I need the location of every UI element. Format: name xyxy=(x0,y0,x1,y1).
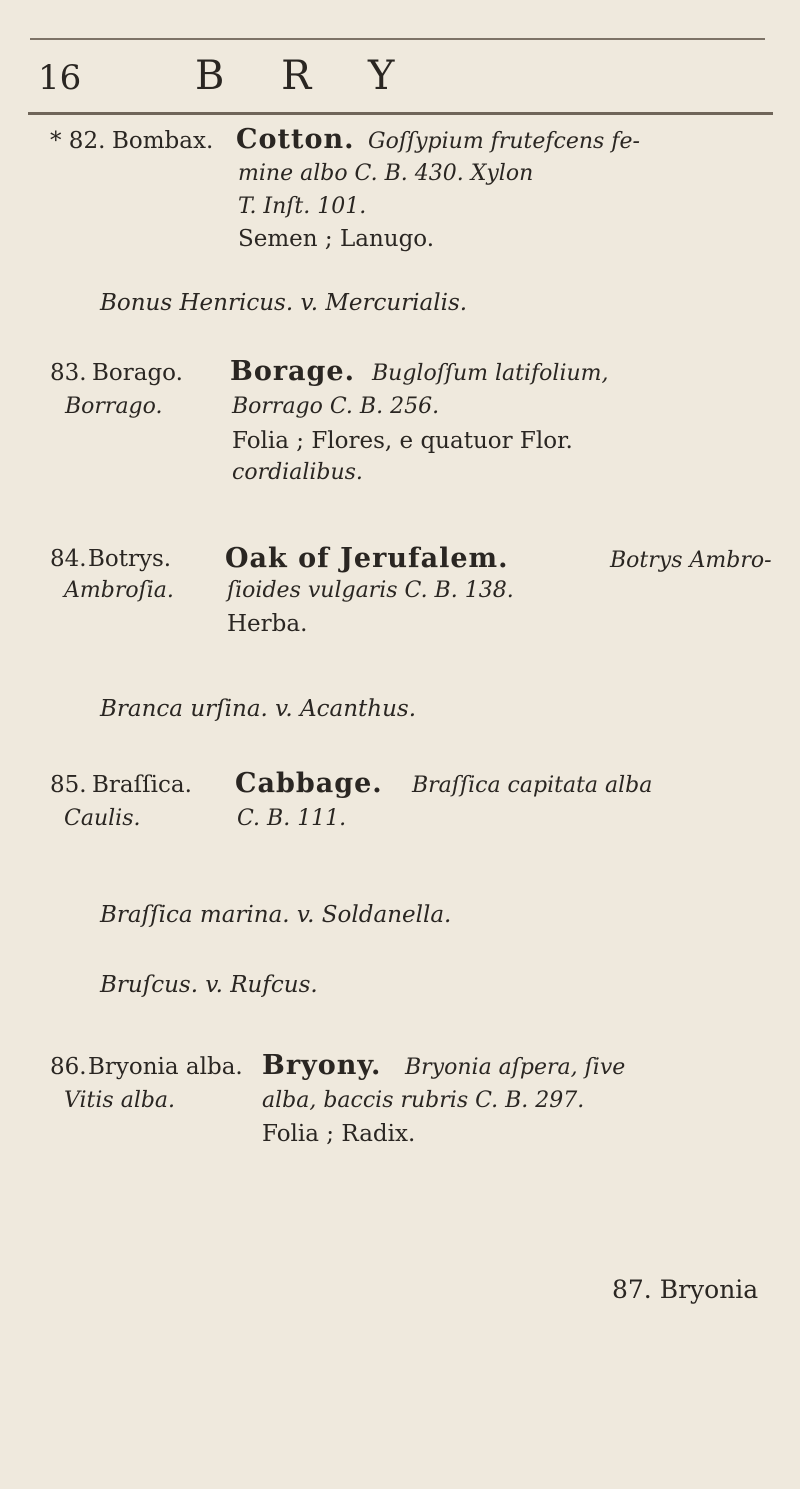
cross-reference: Braſſica marina. v. Soldanella. xyxy=(100,902,452,928)
entry-line: C. B. 111. xyxy=(237,806,347,831)
entry-english-name: Cotton. xyxy=(236,124,355,155)
entry-number: 83. xyxy=(50,360,87,386)
entry-line: Goſſypium frutefcens fe- xyxy=(368,129,640,154)
entry-line: Botrys Ambro- xyxy=(610,548,772,573)
header-rule xyxy=(28,112,773,115)
entry-line: Folia ; Radix. xyxy=(262,1121,416,1147)
running-head: B R Y xyxy=(195,53,417,99)
entry-line: Borrago C. B. 256. xyxy=(232,394,440,419)
entry-line: Bryonia aſpera, ſive xyxy=(405,1055,626,1080)
entry-synonym: Caulis. xyxy=(64,806,141,831)
entry-english-name: Bryony. xyxy=(262,1050,382,1081)
entry-line: mine albo C. B. 430. Xylon xyxy=(238,161,534,186)
catchword: 87. Bryonia xyxy=(612,1275,759,1304)
cross-reference: Bonus Henricus. v. Mercurialis. xyxy=(100,290,468,316)
entry-line: Folia ; Flores, e quatuor Flor. xyxy=(232,428,573,454)
entry-line: Bugloſſum latifolium, xyxy=(372,361,609,386)
entry-number: 86. xyxy=(50,1054,87,1080)
entry-latin-name: Borago. xyxy=(92,360,183,386)
entry-synonym: Vitis alba. xyxy=(64,1088,176,1113)
entry-number: 84. xyxy=(50,546,87,572)
entry-line: Semen ; Lanugo. xyxy=(238,226,435,252)
entry-english-name: Cabbage. xyxy=(235,768,383,799)
entry-line: Herba. xyxy=(227,611,308,637)
entry-latin-name: Bombax. xyxy=(112,128,214,154)
entry-english-name: Borage. xyxy=(230,356,356,387)
entry-number: * 82. xyxy=(50,128,106,154)
entry-synonym: Borrago. xyxy=(65,394,163,419)
entry-line: Braſſica capitata alba xyxy=(412,773,653,798)
entry-line: T. Inſt. 101. xyxy=(238,194,367,219)
top-rule xyxy=(30,38,765,40)
cross-reference: Branca urſina. v. Acanthus. xyxy=(100,696,417,722)
entry-latin-name: Braſſica. xyxy=(92,772,192,798)
entry-line: ſioides vulgaris C. B. 138. xyxy=(227,578,514,603)
entry-number: 85. xyxy=(50,772,87,798)
cross-reference: Bruſcus. v. Rufcus. xyxy=(100,972,318,998)
entry-line: alba, baccis rubris C. B. 297. xyxy=(262,1088,585,1113)
entry-latin-name: Bryonia alba. xyxy=(88,1054,243,1080)
entry-line: cordialibus. xyxy=(232,460,363,485)
page-number: 16 xyxy=(38,58,82,98)
entry-english-name: Oak of Jerufalem. xyxy=(225,543,509,574)
entry-synonym: Ambroſia. xyxy=(64,578,174,603)
entry-latin-name: Botrys. xyxy=(88,546,172,572)
